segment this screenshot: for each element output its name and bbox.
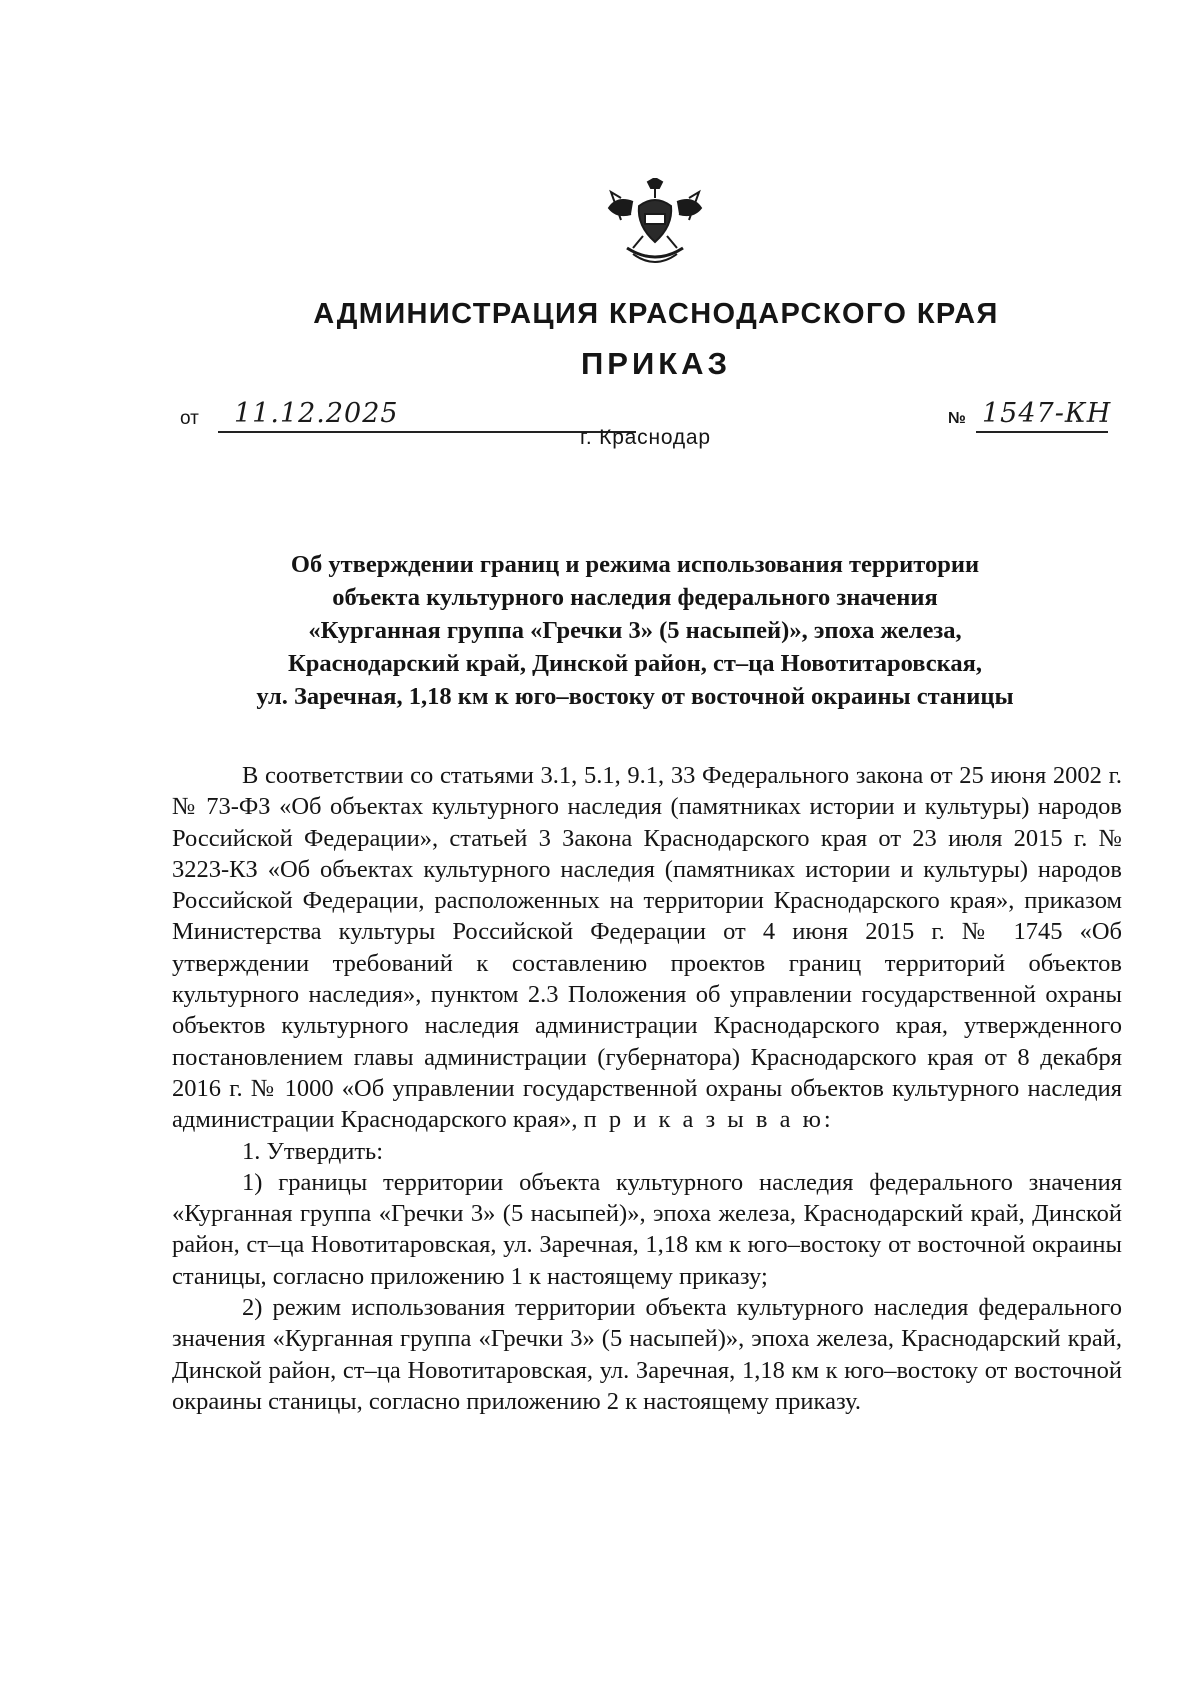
title-line: Краснодарский край, Динской район, ст–ца Новотитаровская, [287, 650, 983, 677]
title-line: ул. Заречная, 1,18 км к юго–востоку от восточной окраины станицы [256, 683, 1014, 710]
order-word: п р и к а з ы в а ю: [583, 1106, 834, 1134]
date-value: 11.12.2025 [234, 398, 399, 429]
number-underline [976, 431, 1108, 433]
preamble-paragraph [172, 760, 1122, 1136]
date-prefix: от [180, 408, 199, 429]
title-line: «Курганная группа «Гречки 3» (5 насыпей)», эпоха железа, [308, 617, 962, 644]
document-body [172, 760, 1122, 1417]
order-item: 1. Утвердить: [242, 1137, 384, 1165]
coat-of-arms-icon [603, 178, 707, 270]
document-type: ПРИКАЗ [581, 346, 731, 381]
date-underline [218, 431, 636, 433]
order-subitem: 2) режим использования территории объекта культурного наследия федерального значения «Курганная группа «Гречки 3» (5 насыпей)», эпоха железа, Краснодарский край, Динской район, ст–ца Новотитаровская, ул. Заречная, 1,18 км к юго–востоку от восточной окраины станицы, согласно приложению 2 к настоящему приказу. [172, 1294, 1122, 1415]
title-line: объекта культурного наследия федерального значения [332, 584, 938, 611]
document-title [170, 548, 1100, 713]
order-subitem: 1) границы территории объекта культурного наследия федерального значения «Курганная группа «Гречки 3» (5 насыпей)», эпоха железа, Краснодарский край, Динской район, ст–ца Новотитаровская, ул. Заречная, 1,18 км к юго–востоку от восточной окраины станицы, согласно приложению 1 к настоящему приказу; [172, 1168, 1122, 1290]
organization-name: АДМИНИСТРАЦИЯ КРАСНОДАРСКОГО КРАЯ [313, 298, 999, 330]
city-name: г. Краснодар [580, 426, 711, 449]
preamble-text: В соответствии со статьями 3.1, 5.1, 9.1, 33 Федерального закона от 25 июня 2002 г. № 73-ФЗ «Об объектах культурного наследия (памятниках истории и культуры) народов Российской Федерации», статьей 3 Закона Краснодарского края от 23 июля 2015 г. № 3223-КЗ «Об объектах культурного наследия (памятниках истории и культуры) народов Российской Федерации, расположенных на территории Краснодарского края», приказом Министерства культуры Российской Федерации от 4 июня 2015 г. № 1745 «Об утверждении требований к составлению проектов границ территорий объектов культурного наследия», пунктом 2.3 Положения об управлении государственной охраны объектов культурного наследия администрации Краснодарского края, утвержденного постановлением главы администрации (губернатора) Краснодарского края от 8 декабря 2016 г. № 1000 «Об управлении государственной охраны объектов культурного наследия администрации Краснодарского края», [172, 762, 1122, 1134]
number-prefix: № [948, 410, 966, 427]
number-value: 1547-КН [982, 398, 1112, 429]
title-line: Об утверждении границ и режима использования территории [290, 551, 980, 578]
